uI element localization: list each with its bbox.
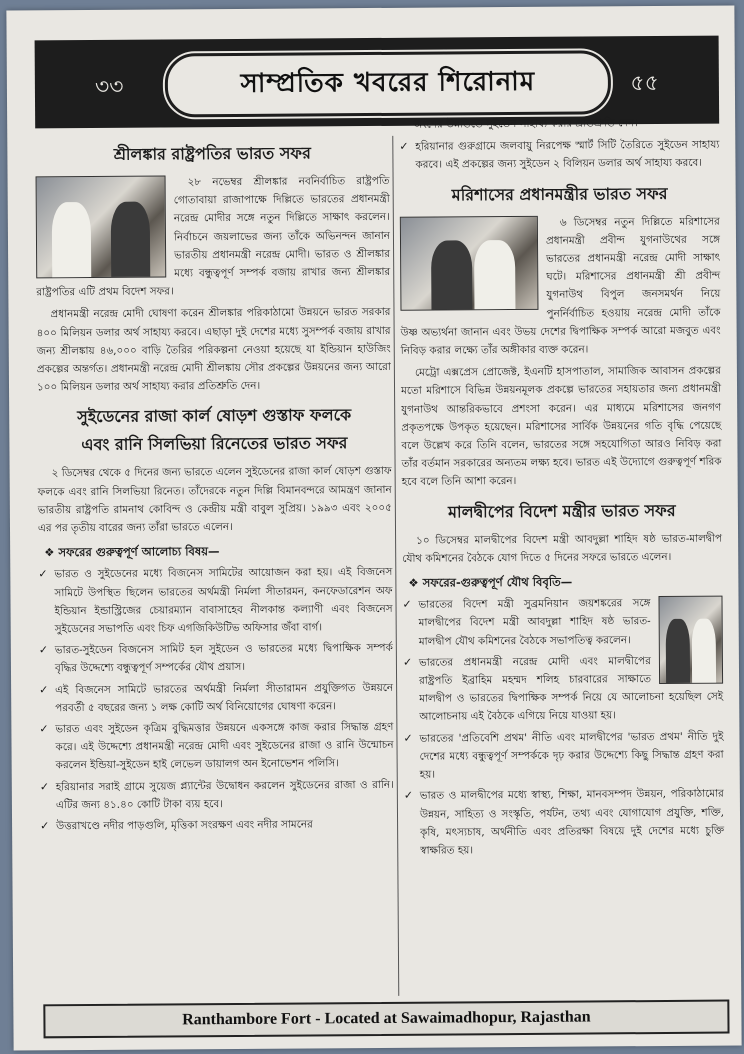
photo-figure — [111, 202, 150, 277]
photo-figure — [474, 240, 515, 309]
check-icon: ✓ — [399, 139, 409, 154]
srilanka-photo — [36, 175, 167, 278]
list-item: ✓ হরিয়ানার গুরুগ্রামে জলবায়ু নিরপেক্ষ স্মার্ট সিটি তৈরিতে সুইডেন সাহায্য করবে। এই প্রকল্পের জন্য সুইডেন ২ বিলিয়ন ডলার অর্থ সাহায্য করবে। — [399, 138, 720, 172]
list-item: ✓ ভারতের বিদেশ মন্ত্রী সুব্রমনিয়ান জয়শঙ্করের সঙ্গে মালদ্বীপের বিদেশ মন্ত্রী আবদুল্লা শাহিদ ষষ্ঠ ভারত-মালদ্বীপ যৌথ কমিশনের বৈঠকে সভাপতিত্ব করলেন। — [402, 594, 722, 651]
article-title-srilanka: শ্রীলঙ্কার রাষ্ট্রপতির ভারত সফর — [113, 143, 311, 164]
check-icon: ✓ — [402, 598, 412, 612]
article-title-maldives: মালদ্বীপের বিদেশ মন্ত্রীর ভারত সফর — [448, 500, 676, 522]
list-item: ✓ ভারতের 'প্রতিবেশি প্রথম' নীতি এবং মালদ্বীপের 'ভারত প্রথম' নীতি দুই দেশের মধ্যে বন্ধুত্বপূর্ণ সম্পর্ককে দৃঢ় করার উদ্দেশ্যে কিছু সিদ্ধান্ত গ্রহণ করা হয়। — [403, 730, 724, 781]
list-item: ✓ হরিয়ানার সরাই গ্রামে সুয়েজ প্ল্যান্টের উদ্বোধন করলেন সুইডেনের রাজা ও রানি। এটির জন্য ৪১.৪০ কোটি টাকা ব্যয় হবে। — [39, 778, 394, 812]
section-subheading: ❖ সফরের গুরুত্বপূর্ণ আলোচ্য বিষয়— — [44, 544, 220, 560]
check-icon: ✓ — [40, 819, 50, 833]
photo-figure — [431, 240, 472, 309]
article-title-sweden-1: সুইডেনের রাজা কার্ল ষোড়শ গুস্তাফ ফলকে — [77, 405, 352, 427]
bullet-list — [38, 563, 394, 835]
bullet-list — [399, 136, 719, 175]
left-column — [35, 136, 394, 839]
right-column — [399, 114, 724, 863]
list-item: ✓ ভারতের প্রধানমন্ত্রী নরেন্দ্র মোদী এবং মালদ্বীপের রাষ্ট্রপতি ইব্রাহিম মহম্মদ শলিহ চারবারের সাক্ষাতে মালদ্বীপ ও ভারতের দ্বিপাক্ষিক সম্পর্ক নিয়ে যে আলোচনা হয়েছিল সেই আলোচনায় এই বৈঠকে এগিয়ে নিয়ে যাওয়া হয়। — [402, 654, 724, 724]
check-icon: ✓ — [39, 779, 50, 794]
column-divider — [392, 136, 399, 996]
ornament-left-icon: ৩৩ — [94, 74, 124, 100]
check-icon: ✓ — [403, 731, 413, 745]
article-title-mauritius: মরিশাসের প্রধানমন্ত্রীর ভারত সফর — [451, 183, 668, 205]
article-paragraph: ৬ ডিসেম্বর নতুন দিল্লিতে মরিশাসের প্রধানমন্ত্রী প্রবীন্দ যুগনাউথের সঙ্গে ভারতের প্রধানমন্ত্রী নরেন্দ্র মোদী সাক্ষাৎ ঘটে। মরিশাসের প্রধানমন্ত্রী শ্রী প্রবীন্দ যুগনাউথ বিপুল জনসমর্থন নিয়ে পুনর্নির্বাচিত হওয়ায় নরেন্দ্র মোদী তাঁকে উষ্ণ অভ্যর্থনা জানান এবং উভয় দেশের দ্বিপাক্ষিক সম্পর্ক আরো মজবুত এবং নিবিড় করার লক্ষ্যে তাঁর অঙ্গীকার ব্যক্ত করেন। — [400, 215, 721, 357]
list-item: ✓ ভারত ও সুইডেনের মধ্যে বিজনেস সামিটের আয়োজন করা হয়। এই বিজনেস সামিটে উপস্থিত ছিলেন ভারতের অর্থমন্ত্রী নির্মলা সীতারমন, কনফেডারেশন অফ ইন্ডিয়ান ইন্ডাস্ট্রিজের চেয়ারম্যান বাবাসাহেব নীলকান্ত কল্যাণী এবং বিজনেস সুইডেনের সভাপতি এবং চিফ এগজিকিউটিভ অফিসার জঁবা বার্গ। — [38, 566, 393, 636]
list-item: ✓ এই বিজনেস সামিটে ভারতের অর্থমন্ত্রী নির্মলা সীতারামন প্রযুক্তিগত উন্নয়নে পরবর্তী ৫ বছরের জন্য ১ লক্ষ কোটি অর্থ বিনিয়োগের ঘোষণা করেন। — [39, 681, 394, 715]
check-icon: ✓ — [38, 643, 49, 657]
check-icon: ✓ — [402, 655, 413, 669]
article-paragraph: প্রধানমন্ত্রী নরেন্দ্র মোদী ঘোষণা করেন শ্রীলঙ্কার পরিকাঠামো উন্নয়নে ভারত সরকার ৪০০ মিলিয়ন ডলার অর্থ সাহায্য করবে। এছাড়া দুই দেশের মধ্যে সুসম্পর্ক বজায় রাখার জন্য শ্রীলঙ্কায় ৪৬,০০০ বাড়ি তৈরির পরিকল্পনা নেওয়া হয়েছে যা ইন্ডিয়ান হাউজিং প্রকল্পের অন্তর্গত। প্রধানমন্ত্রী নরেন্দ্র মোদী শ্রীলঙ্কায় সৌর প্রকল্পের উন্নয়নের জন্য আরো ১০০ মিলিয়ন ডলার অর্থ সাহায্য করার প্রতিশ্রুতি দেন। — [36, 306, 391, 394]
article-title-sweden-2: এবং রানি সিলভিয়া রিনেতের ভারত সফর — [81, 433, 348, 455]
list-item: ✓ ভারত ও মালদ্বীপের মধ্যে স্বাস্থ্য, শিক্ষা, মানবসম্পদ উন্নয়ন, পরিকাঠামোর উন্নয়ন, সাহিত্য ও সংস্কৃতি, পর্যটন, তথ্য এবং যোগাযোগ প্রযুক্তি, শক্তি, কৃষি, মৎস্যচাষ, অর্থনীতি এবং প্রতিরক্ষা বিষয়ে দুই দেশের মধ্যে চুক্তি স্বাক্ষরিত হয়। — [403, 787, 725, 857]
check-icon: ✓ — [39, 722, 49, 736]
article-paragraph: ২ ডিসেম্বর থেকে ৫ দিনের জন্য ভারতে এলেন সুইডেনের রাজা কার্ল ষোড়শ গুস্তাফ ফলকে এবং রানি সিলভিয়া রিনেত। তাঁদেরকে নতুন দিল্লি বিমানবন্দরে আমন্ত্রণ জানান ভারতীয় রাষ্ট্রপতি রামনাথ কোবিন্দ ও কেন্দ্রীয় মন্ত্রী বাবুল সুপ্রিয়। ১৯৯৩ এবং ২০০৫ এর পর তৃতীয় বারের জন্য তাঁরা ভারতে এলেন। — [37, 465, 392, 535]
check-icon: ✓ — [39, 682, 49, 697]
article-paragraph: ১০ ডিসেম্বর মালদ্বীপের বিদেশ মন্ত্রী আবদুল্লা শাহিদ ষষ্ঠ ভারত-মালদ্বীপ যৌথ কমিশনের বৈঠকে যোগ দিতে ৫ দিনের সফরে ভারতে এলেন। — [402, 532, 723, 565]
footer-caption: Ranthambore Fort - Located at Sawaimadhopur, Rajasthan — [43, 1000, 729, 1039]
list-item: ✓ উত্তরাখণ্ডে নদীর পাড়গুলি, মৃত্তিকা সংরক্ষণ এবং নদীর সামনের — [40, 815, 394, 836]
banner-title: সাম্প্রতিক খবরের শিরোনাম — [165, 50, 611, 117]
bullet-list — [402, 594, 724, 860]
newspaper-page — [6, 5, 741, 1050]
photo-figure — [52, 202, 91, 277]
mauritius-photo — [400, 215, 539, 310]
list-item: ✓ ভারত-সুইডেন বিজনেস সামিট হল সুইডেন ও ভারতের মধ্যে দ্বিপাক্ষিক সম্পর্ক বৃদ্ধির উদ্দেশ্যে বন্ধুত্বপূর্ণ সম্পর্কের যৌথ প্রয়াস। — [38, 642, 393, 675]
check-icon: ✓ — [38, 567, 48, 581]
ornament-right-icon: ৫৫ — [630, 71, 659, 97]
article-paragraph: মেট্রো এক্সপ্রেস প্রোজেক্ট, ইএনটি হাসপাতাল, সামাজিক আবাসন প্রকল্পের মতো মরিশাসে বিভিন্ন উন্নয়নমূলক প্রকল্পে ভারতের সহায়তার জন্য প্রধানমন্ত্রী যুগনাউথ আন্তরিকভাবে প্রশংসা করেন। এর মাধ্যমে মরিশাসের জনগণ প্রকৃতপক্ষে উপকৃত হয়েছেন। মরিশাসের সার্বিক উন্নয়নের গতি বৃদ্ধি পেয়েছে বলে উল্লেখ করে তিনি বলেন, ভারতের সঙ্গে সহযোগিতা আরও নিবিড় করা তাঁর বর্তমান সরকারের অন্যতম লক্ষ্য হবে। ভারত এই উদ্যোগে গুরুত্বপূর্ণ শরিক হবে বলে তিনি আশা করেন। — [401, 364, 722, 489]
check-icon: ✓ — [403, 789, 414, 803]
section-subheading: ❖ সফরের-গুরুত্বপূর্ণ যৌথ বিবৃতি— — [408, 574, 573, 590]
article-paragraph: ২৮ নভেম্বর শ্রীলঙ্কার নবনির্বাচিত রাষ্ট্রপতি গোতাবায়া রাজাপাক্ষে দিল্লিতে ভারতের প্রধানমন্ত্রী নরেন্দ্র মোদীর সঙ্গে নতুন দিল্লিতে সাক্ষাৎ করলেন। নির্বাচনে জয়লাভের জন্য তাঁকে অভিনন্দন জানান ভারতীয় প্রধানমন্ত্রী নরেন্দ্র মোদী। ভারত ও শ্রীলঙ্কার মধ্যে বন্ধুত্বপূর্ণ সম্পর্ক বজায় রাখার জন্য শ্রীলঙ্কার রাষ্ট্রপতির এটি প্রথম বিদেশ সফর। — [36, 174, 391, 299]
article-paragraph: অংশের উন্নতিতে সুইডেন সাহায্য করার প্রতিশ্রুতি দেন। — [413, 117, 638, 131]
list-item: ✓ ভারত এবং সুইডেন কৃত্রিম বুদ্ধিমত্তার উন্নয়নে একসঙ্গে কাজ করার সিদ্ধান্ত গ্রহণ করে। এই উদ্দেশ্যে প্রধানমন্ত্রী নরেন্দ্র মোদী এবং সুইডেনের রাজা ও রানি উন্মোচন করলেন ইন্ডিয়া-সুইডেন হাই লেভেল ডায়ালগ অন ইনোভেশন পলিসি। — [39, 720, 394, 772]
